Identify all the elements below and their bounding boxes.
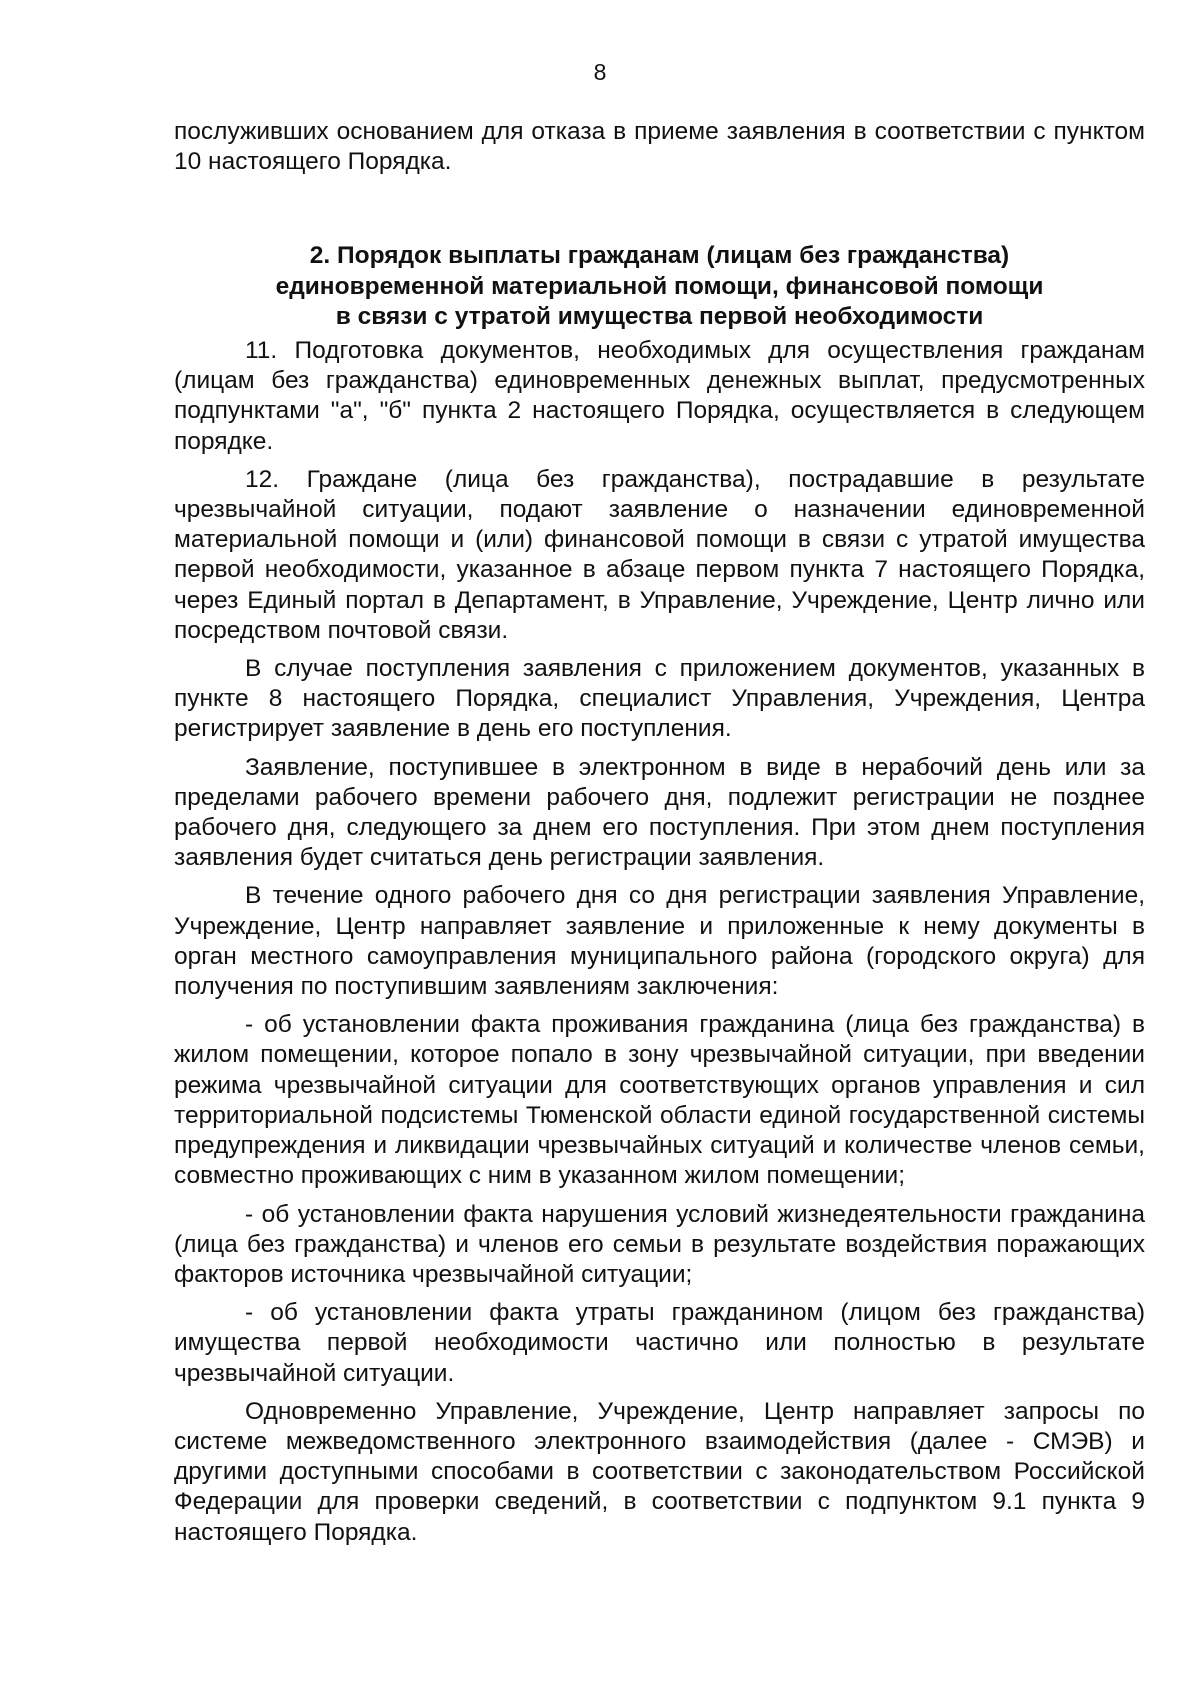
paragraph-registration: В случае поступления заявления с приложением документов, указанных в пункте 8 настоящего Порядка, специалист Управления, Учреждения, Центра регистрирует заявление в день его поступления.: [174, 655, 1145, 743]
list-item-property-loss: - об установлении факта утраты гражданином (лицом без гражданства) имущества первой необходимости частично или полностью в результате чрезвычайной ситуации.: [174, 1299, 1145, 1387]
paragraph-11: 11. Подготовка документов, необходимых для осуществления гражданам (лицам без гражданства) единовременных денежных выплат, предусмотренных подпунктами "а", "б" пункта 2 настоящего Порядка, осуществляется в следующем порядке.: [174, 337, 1145, 455]
list-item-living-conditions: - об установлении факта нарушения условий жизнедеятельности гражданина (лица без гражданства) и членов его семьи в результате воздействия поражающих факторов источника чрезвычайной ситуации;: [174, 1200, 1145, 1288]
section-heading-line: 2. Порядок выплаты гражданам (лицам без гражданства): [309, 242, 1010, 270]
section-heading-line: в связи с утратой имущества первой необходимости: [335, 302, 984, 330]
paragraph-referral: В течение одного рабочего дня со дня регистрации заявления Управление, Учреждение, Центр направляет заявление и приложенные к нему документы в орган местного самоуправления муниципального района (городского округа) для получения по поступившим заявлениям заключения:: [174, 882, 1145, 1001]
list-item-residence-fact: - об установлении факта проживания гражданина (лица без гражданства) в жилом помещении, которое попало в зону чрезвычайной ситуации, при введении режима чрезвычайной ситуации для соответствующих органов управления и сил территориальной подсистемы Тюменской области единой государственной системы предупреждения и ликвидации чрезвычайных ситуаций и количестве членов семьи, совместно проживающих с ним в указанном жилом помещении;: [174, 1011, 1145, 1190]
paragraph-smev-requests: Одновременно Управление, Учреждение, Центр направляет запросы по системе межведомственного электронного взаимодействия (далее - СМЭВ) и другими доступными способами в соответствии с законодательством Российской Федерации для проверки сведений, в соответствии с подпунктом 9.1 пункта 9 настоящего Порядка.: [174, 1397, 1145, 1546]
paragraph-12: 12. Граждане (лица без гражданства), пострадавшие в результате чрезвычайной ситуации, подают заявление о назначении единовременной материальной помощи и (или) финансовой помощи в связи с утратой имущества первой необходимости, указанное в абзаце первом пункта 7 настоящего Порядка, через Единый портал в Департамент, в Управление, Учреждение, Центр лично или посредством почтовой связи.: [174, 465, 1145, 644]
opening-paragraph: послуживших основанием для отказа в приеме заявления в соответствии с пунктом 10 настоящего Порядка.: [174, 118, 1145, 176]
section-heading-line: единовременной материальной помощи, финансовой помощи: [275, 272, 1044, 300]
page-number: 8: [593, 59, 607, 85]
paragraph-nonworking-day: Заявление, поступившее в электронном в виде в нерабочий день или за пределами рабочего времени рабочего дня, подлежит регистрации не позднее рабочего дня, следующего за днем его поступления. При этом днем поступления заявления будет считаться день регистрации заявления.: [174, 753, 1145, 872]
document-body: [174, 117, 1145, 1556]
section-heading: [174, 241, 1145, 332]
